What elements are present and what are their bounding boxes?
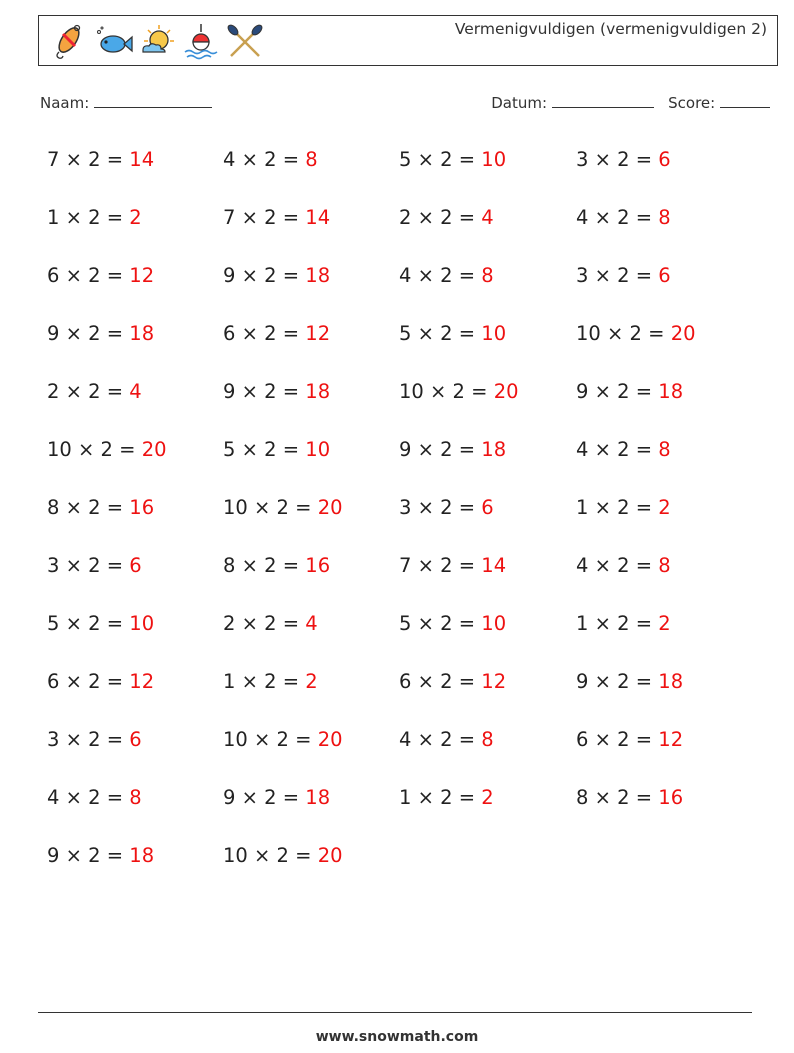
problem-question: 10 × 2 = — [47, 438, 142, 461]
problem-answer: 18 — [305, 380, 331, 403]
problem-question: 2 × 2 = — [47, 380, 130, 403]
problem-answer: 8 — [481, 264, 494, 287]
problem-question: 2 × 2 = — [223, 612, 306, 635]
problem-question: 6 × 2 = — [47, 670, 130, 693]
problem-item — [223, 322, 330, 345]
problem-question: 9 × 2 = — [223, 380, 306, 403]
problem-question: 7 × 2 = — [399, 554, 482, 577]
sun-cloud-icon — [137, 22, 177, 62]
problem-item — [576, 786, 683, 809]
name-blank[interactable] — [94, 93, 212, 108]
problem-answer: 6 — [658, 264, 671, 287]
problem-row — [47, 786, 767, 844]
problem-answer: 6 — [481, 496, 494, 519]
problem-row — [47, 728, 767, 786]
problem-item — [223, 264, 330, 287]
problem-item — [47, 670, 154, 693]
problem-answer: 8 — [481, 728, 494, 751]
problem-answer: 8 — [129, 786, 142, 809]
problem-question: 1 × 2 = — [399, 786, 482, 809]
problem-item — [399, 206, 494, 229]
problem-question: 6 × 2 = — [47, 264, 130, 287]
problem-question: 9 × 2 = — [223, 786, 306, 809]
name-field — [40, 93, 212, 112]
problem-item — [399, 148, 506, 171]
problem-answer: 6 — [658, 148, 671, 171]
problem-question: 3 × 2 = — [47, 728, 130, 751]
problem-item — [47, 612, 154, 635]
problem-row — [47, 496, 767, 554]
problem-answer: 8 — [305, 148, 318, 171]
problem-item — [576, 380, 683, 403]
problem-row — [47, 322, 767, 380]
problem-question: 4 × 2 = — [399, 264, 482, 287]
problem-question: 4 × 2 = — [47, 786, 130, 809]
problem-question: 3 × 2 = — [576, 264, 659, 287]
fishing-bobber-icon — [181, 22, 221, 62]
problem-question: 9 × 2 = — [399, 438, 482, 461]
problem-answer: 18 — [129, 322, 155, 345]
fish-icon — [93, 22, 133, 62]
problem-item — [223, 438, 330, 461]
problem-question: 6 × 2 = — [223, 322, 306, 345]
problem-question: 9 × 2 = — [576, 380, 659, 403]
problem-question: 10 × 2 = — [576, 322, 671, 345]
problem-item — [576, 496, 671, 519]
problem-item — [47, 554, 142, 577]
problem-item — [399, 786, 494, 809]
problem-question: 4 × 2 = — [576, 438, 659, 461]
problem-answer: 4 — [129, 380, 142, 403]
score-label: Score: — [668, 94, 716, 112]
problem-answer: 2 — [305, 670, 318, 693]
problem-item — [223, 786, 330, 809]
problem-item — [47, 786, 142, 809]
problem-question: 9 × 2 = — [576, 670, 659, 693]
problem-question: 7 × 2 = — [47, 148, 130, 171]
problem-question: 4 × 2 = — [399, 728, 482, 751]
problem-row — [47, 612, 767, 670]
problem-item — [47, 322, 154, 345]
date-score-fields — [491, 93, 770, 112]
problem-question: 10 × 2 = — [399, 380, 494, 403]
problem-question: 3 × 2 = — [47, 554, 130, 577]
problem-item — [399, 322, 506, 345]
problem-question: 1 × 2 = — [576, 496, 659, 519]
problem-answer: 10 — [481, 148, 507, 171]
problem-item — [223, 612, 318, 635]
problem-item — [47, 380, 142, 403]
problem-item — [399, 438, 506, 461]
problem-grid — [47, 148, 767, 902]
problem-item — [47, 844, 154, 867]
footer-divider — [38, 1012, 752, 1013]
problem-item — [576, 264, 671, 287]
problem-question: 4 × 2 = — [576, 554, 659, 577]
problem-item — [223, 206, 330, 229]
problem-row — [47, 844, 767, 902]
problem-answer: 16 — [305, 554, 331, 577]
score-blank[interactable] — [720, 93, 770, 108]
problem-answer: 10 — [305, 438, 331, 461]
problem-answer: 18 — [129, 844, 155, 867]
problem-answer: 2 — [658, 496, 671, 519]
problem-item — [223, 496, 343, 519]
problem-question: 4 × 2 = — [576, 206, 659, 229]
problem-question: 5 × 2 = — [47, 612, 130, 635]
problem-item — [223, 670, 318, 693]
problem-row — [47, 380, 767, 438]
problem-answer: 18 — [658, 670, 684, 693]
problem-item — [223, 844, 343, 867]
problem-answer: 12 — [129, 670, 155, 693]
problem-question: 1 × 2 = — [223, 670, 306, 693]
problem-row — [47, 206, 767, 264]
problem-item — [47, 728, 142, 751]
problem-question: 9 × 2 = — [47, 322, 130, 345]
problem-answer: 2 — [658, 612, 671, 635]
problem-row — [47, 148, 767, 206]
date-blank[interactable] — [552, 93, 654, 108]
problem-item — [47, 496, 154, 519]
problem-item — [576, 206, 671, 229]
problem-question: 5 × 2 = — [399, 148, 482, 171]
problem-answer: 12 — [658, 728, 684, 751]
problem-answer: 20 — [670, 322, 696, 345]
problem-answer: 4 — [305, 612, 318, 635]
problem-item — [47, 148, 154, 171]
crossed-oars-icon — [225, 22, 265, 62]
problem-question: 4 × 2 = — [223, 148, 306, 171]
problem-row — [47, 554, 767, 612]
problem-item — [223, 728, 343, 751]
problem-question: 10 × 2 = — [223, 844, 318, 867]
problem-item — [576, 438, 671, 461]
problem-item — [576, 612, 671, 635]
problem-answer: 20 — [493, 380, 519, 403]
problem-item — [399, 554, 506, 577]
problem-row — [47, 438, 767, 496]
problem-question: 9 × 2 = — [47, 844, 130, 867]
icon-strip — [49, 21, 265, 63]
problem-question: 10 × 2 = — [223, 496, 318, 519]
problem-answer: 8 — [658, 554, 671, 577]
problem-question: 7 × 2 = — [223, 206, 306, 229]
problem-answer: 18 — [305, 264, 331, 287]
problem-answer: 10 — [481, 322, 507, 345]
problem-row — [47, 264, 767, 322]
problem-answer: 16 — [658, 786, 684, 809]
problem-answer: 10 — [129, 612, 155, 635]
problem-answer: 12 — [129, 264, 155, 287]
problem-answer: 12 — [481, 670, 507, 693]
problem-answer: 6 — [129, 728, 142, 751]
problem-question: 6 × 2 = — [399, 670, 482, 693]
problem-item — [47, 264, 154, 287]
problem-item — [399, 264, 494, 287]
problem-answer: 14 — [481, 554, 507, 577]
problem-question: 8 × 2 = — [576, 786, 659, 809]
fishing-lure-icon — [49, 22, 89, 62]
problem-item — [576, 670, 683, 693]
problem-question: 8 × 2 = — [47, 496, 130, 519]
problem-item — [399, 728, 494, 751]
problem-answer: 14 — [129, 148, 155, 171]
problem-item — [399, 612, 506, 635]
problem-question: 3 × 2 = — [576, 148, 659, 171]
problem-answer: 4 — [481, 206, 494, 229]
problem-answer: 2 — [129, 206, 142, 229]
problem-item — [576, 322, 696, 345]
problem-answer: 8 — [658, 438, 671, 461]
problem-question: 1 × 2 = — [576, 612, 659, 635]
problem-answer: 14 — [305, 206, 331, 229]
problem-item — [399, 380, 519, 403]
problem-answer: 18 — [658, 380, 684, 403]
problem-question: 6 × 2 = — [576, 728, 659, 751]
date-label: Datum: — [491, 94, 548, 112]
problem-answer: 20 — [317, 496, 343, 519]
problem-answer: 20 — [317, 728, 343, 751]
problem-item — [223, 148, 318, 171]
problem-item — [47, 206, 142, 229]
problem-question: 5 × 2 = — [399, 322, 482, 345]
problem-answer: 12 — [305, 322, 331, 345]
worksheet-title: Vermenigvuldigen (vermenigvuldigen 2) — [454, 20, 767, 38]
problem-answer: 20 — [141, 438, 167, 461]
problem-question: 5 × 2 = — [399, 612, 482, 635]
problem-row — [47, 670, 767, 728]
problem-item — [576, 554, 671, 577]
problem-question: 3 × 2 = — [399, 496, 482, 519]
problem-question: 5 × 2 = — [223, 438, 306, 461]
problem-answer: 16 — [129, 496, 155, 519]
problem-answer: 10 — [481, 612, 507, 635]
problem-question: 1 × 2 = — [47, 206, 130, 229]
problem-item — [576, 728, 683, 751]
problem-item — [576, 148, 671, 171]
problem-question: 9 × 2 = — [223, 264, 306, 287]
name-label: Naam: — [40, 94, 90, 112]
problem-answer: 2 — [481, 786, 494, 809]
problem-item — [223, 380, 330, 403]
footer-url: www.snowmath.com — [315, 1029, 479, 1045]
problem-answer: 18 — [305, 786, 331, 809]
problem-answer: 20 — [317, 844, 343, 867]
problem-item — [47, 438, 167, 461]
problem-question: 10 × 2 = — [223, 728, 318, 751]
problem-question: 2 × 2 = — [399, 206, 482, 229]
worksheet-header — [38, 15, 778, 66]
problem-item — [399, 496, 494, 519]
problem-question: 8 × 2 = — [223, 554, 306, 577]
problem-answer: 18 — [481, 438, 507, 461]
problem-item — [223, 554, 330, 577]
problem-item — [399, 670, 506, 693]
problem-answer: 6 — [129, 554, 142, 577]
problem-answer: 8 — [658, 206, 671, 229]
